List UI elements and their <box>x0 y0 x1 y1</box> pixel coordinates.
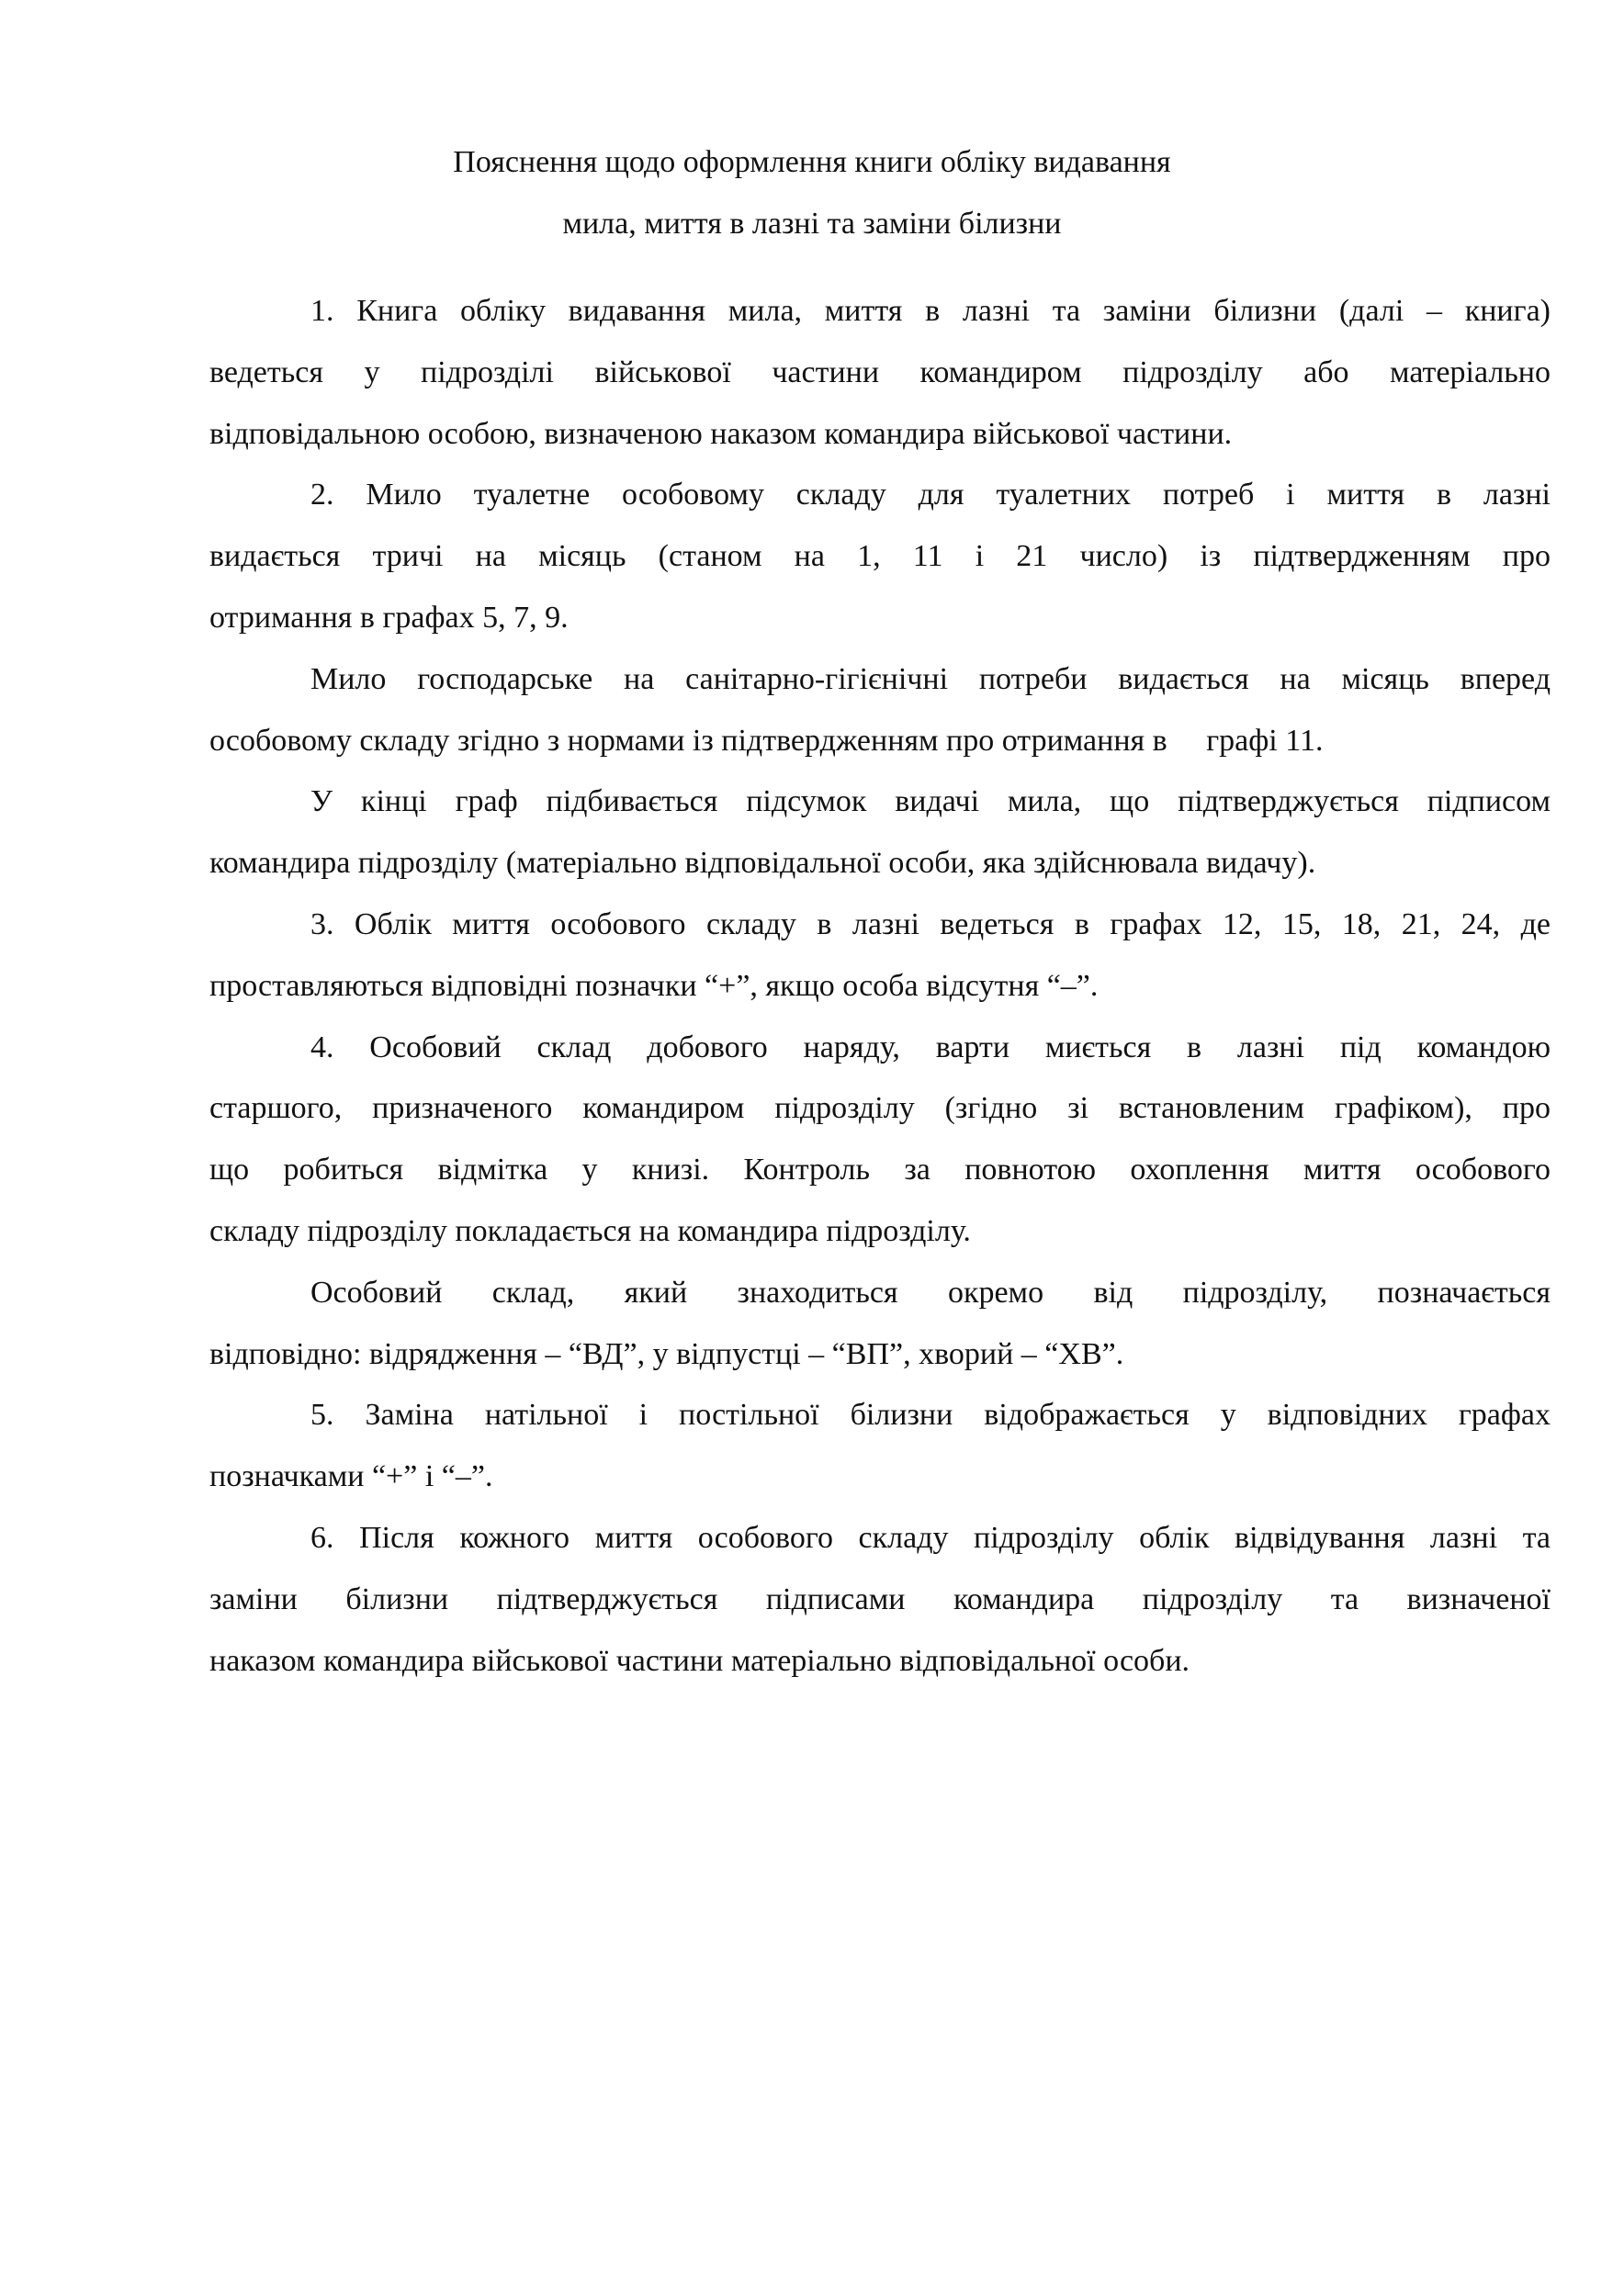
paragraph-4-absent-personnel <box>209 1263 1551 1386</box>
text-line: відповідальною особою, визначеною наказом командира військової частини. <box>209 416 1233 451</box>
document-title-line-1: Пояснення щодо оформлення книги обліку видавання <box>453 145 1171 179</box>
paragraph-2 <box>209 465 1551 648</box>
text-line: видається тричі на місяць (станом на 1, 11 і 21 число) із підтвердженням про <box>209 539 1551 574</box>
text-line: заміни білизни підтверджується підписами командира підрозділу та визначеної <box>209 1581 1551 1616</box>
text-line: отримання в графах 5, 7, 9. <box>209 600 569 635</box>
text-line: особовому складу згідно з нормами із підтвердженням про отримання в графі 11. <box>209 723 1324 758</box>
paragraph-5 <box>209 1385 1551 1508</box>
paragraph-4 <box>209 1018 1551 1263</box>
text-line: ведеться у підрозділі військової частини командиром підрозділу або матеріально <box>209 355 1551 389</box>
text-line: 4. Особовий склад добового наряду, варти миється в лазні під командою <box>310 1030 1551 1064</box>
paragraph-2-totals <box>209 771 1551 895</box>
text-line: 6. Після кожного миття особового складу підрозділу облік відвідування лазні та <box>310 1520 1551 1555</box>
paragraph-6 <box>209 1508 1551 1692</box>
paragraph-2-household-soap <box>209 649 1551 772</box>
text-line: що робиться відмітка у книзі. Контроль за повнотою охоплення миття особового <box>209 1153 1551 1187</box>
text-line: Мило господарське на санітарно-гігієнічні потреби видається на місяць вперед <box>310 661 1551 696</box>
text-line: 3. Облік миття особового складу в лазні ведеться в графах 12, 15, 18, 21, 24, де <box>310 906 1551 941</box>
text-line: командира підрозділу (матеріально відповідальної особи, яка здійснювала видачу). <box>209 846 1316 881</box>
document-title-line-2: мила, миття в лазні та заміни білизни <box>562 207 1062 241</box>
text-line: 1. Книга обліку видавання мила, миття в лазні та заміни білизни (далі – книга) <box>310 294 1551 328</box>
text-line: відповідно: відрядження – “ВД”, у відпустці – “ВП”, хворий – “ХВ”. <box>209 1336 1124 1371</box>
document-body <box>209 281 1551 1692</box>
text-line: проставляються відповідні позначки “+”, якщо особа відсутня “–”. <box>209 968 1099 1003</box>
text-line: старшого, призначеного командиром підрозділу (згідно зі встановленим графіком), про <box>209 1091 1551 1126</box>
paragraph-1 <box>209 281 1551 465</box>
text-line: наказом командира військової частини матеріально відповідальної особи. <box>209 1643 1190 1678</box>
paragraph-3 <box>209 895 1551 1018</box>
text-line: Особовий склад, який знаходиться окремо від підрозділу, позначається <box>310 1275 1551 1310</box>
text-line: 5. Заміна натільної і постільної білизни відображається у відповідних графах <box>310 1398 1551 1433</box>
text-line: 2. Мило туалетне особовому складу для туалетних потреб і миття в лазні <box>310 478 1551 512</box>
text-line: складу підрозділу покладається на командира підрозділу. <box>209 1213 971 1248</box>
text-line: У кінці граф підбивається підсумок видачі мила, що підтверджується підписом <box>310 784 1551 819</box>
text-line: позначками “+” і “–”. <box>209 1459 493 1494</box>
